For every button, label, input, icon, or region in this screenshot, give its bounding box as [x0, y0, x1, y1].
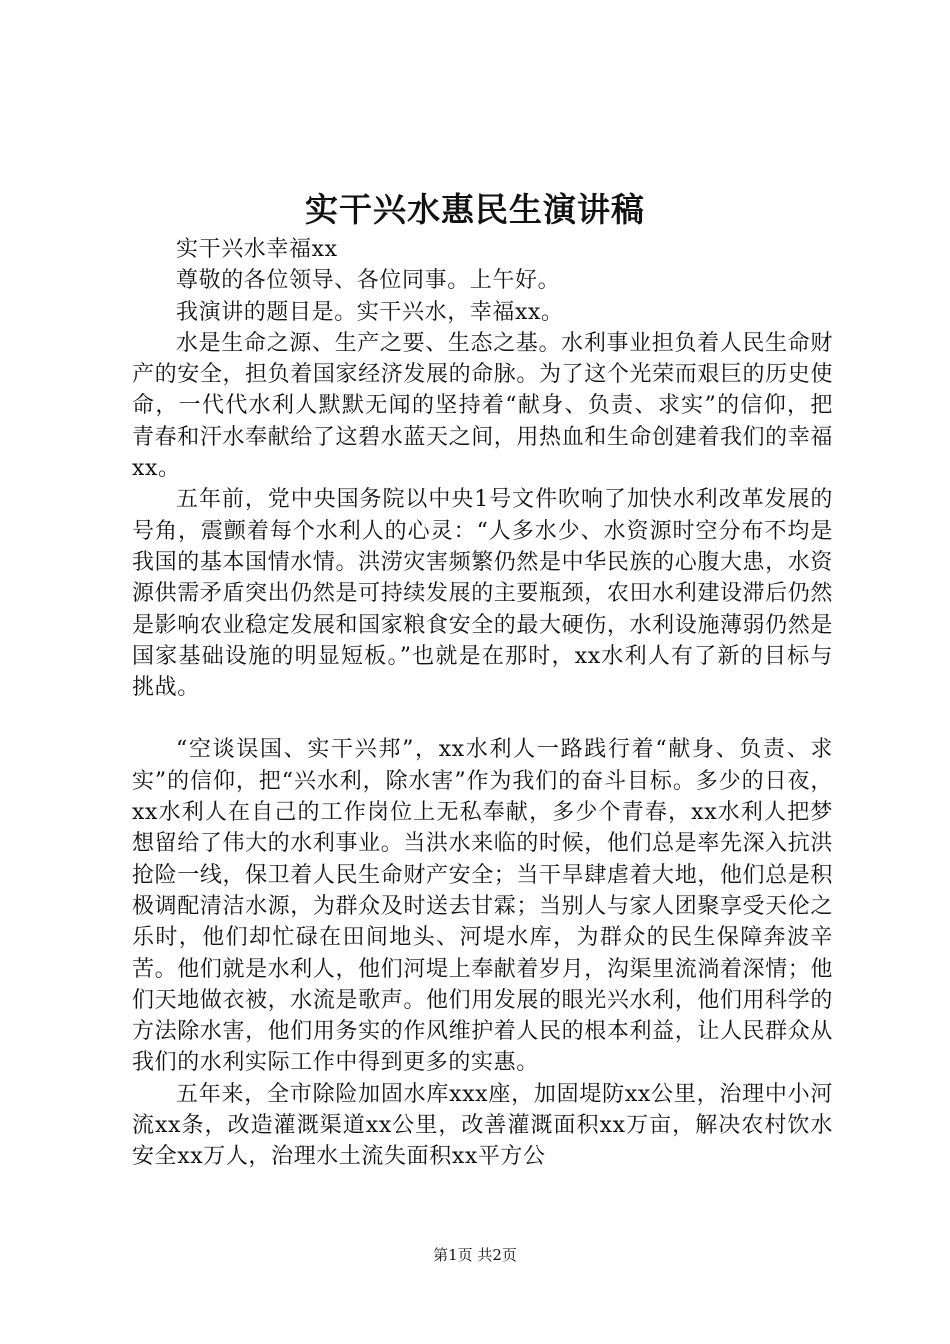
paragraph-subtitle: 实干兴水幸福xx [176, 237, 338, 262]
paragraph-topic: 我演讲的题目是。实干兴水，幸福xx。 [176, 299, 564, 325]
paragraph-water-mission: 水是生命之源、生产之要、生态之基。水利事业担负着人民生命财产的安全，担负着国家经济发展的命脉。为了这个光荣而艰巨的历史使命，一代代水利人默默无闻的坚持着“献身、负责、求实”的信仰，把青春和汗水奉献给了这碧水蓝天之间，用热血和生命创建着我们的幸福xx。 [132, 330, 833, 482]
document-body [132, 234, 833, 1173]
document-title: 实干兴水惠民生演讲稿 [305, 190, 645, 229]
paragraph-achievements: 五年来，全市除险加固水库xxx座，加固堤防xx公里，治理中小河流xx条，改造灌溉渠道xx公里，改善灌溉面积xx万亩，解决农村饮水安全xx万人，治理水土流失面积xx平方公 [132, 1081, 833, 1170]
paragraph-hard-work: “空谈误国、实干兴邦”，xx水利人一路践行着“献身、负责、求实”的信仰，把“兴水利，除水害”作为我们的奋斗目标。多少的日夜，xx水利人在自己的工作岗位上无私奉献，多少个青春，xx水利人把梦想留给了伟大的水利事业。当洪水来临的时候，他们总是率先深入抗洪抢险一线，保卫着人民生命财产安全；当干旱肆虐着大地，他们总是积极调配清洁水源，为群众及时送去甘霖；当别人与家人团聚享受天伦之乐时，他们却忙碌在田间地头、河堤水库，为群众的民生保障奔波辛苦。他们就是水利人，他们河堤上奉献着岁月，沟渠里流淌着深情；他们天地做衣被，水流是歌声。他们用发展的眼光兴水利，他们用科学的方法除水害，他们用务实的作风维护着人民的根本利益，让人民群众从我们的水利实际工作中得到更多的实惠。 [132, 737, 833, 1076]
paragraph-five-years-ago: 五年前，党中央国务院以中央1号文件吹响了加快水利改革发展的号角，震颤着每个水利人的心灵：“人多水少、水资源时空分布不均是我国的基本国情水情。洪涝灾害频繁仍然是中华民族的心腹大患，水资源供需矛盾突出仍然是可持续发展的主要瓶颈，农田水利建设滞后仍然是影响农业稳定发展和国家粮食安全的最大硬伤，水利设施薄弱仍然是国家基础设施的明显短板。”也就是在那时，xx水利人有了新的目标与挑战。 [132, 487, 833, 701]
page-number-footer: 第1页 共2页 [433, 1246, 517, 1264]
paragraph-greeting: 尊敬的各位领导、各位同事。上午好。 [176, 268, 561, 294]
